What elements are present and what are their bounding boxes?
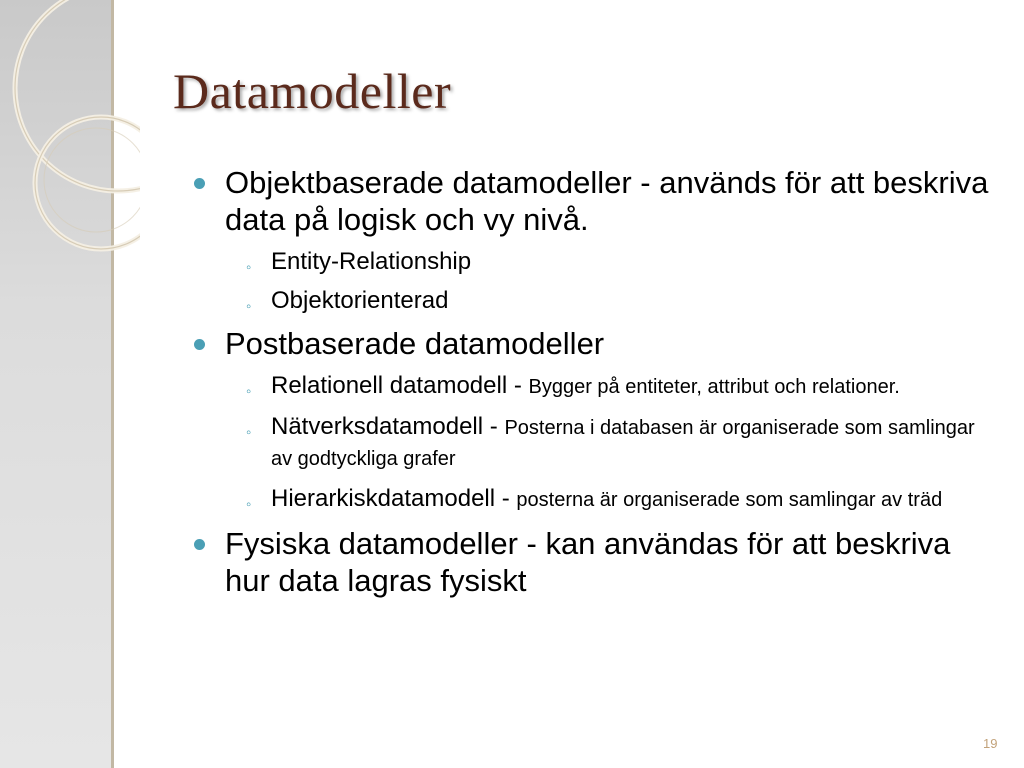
bullet-text: Postbaserade datamodeller [225,326,605,361]
sub-bullet-natverks [194,412,994,474]
bullet-postbaserade [194,325,994,362]
sub-bullet-text: Objektorienterad [271,287,449,314]
hollow-circle-bullet-icon: ◦ [246,259,252,276]
bullet-text: Objektbaserade datamodeller - används för att beskriva data på logisk och vy nivå. [225,165,989,237]
sub-bullet-detail-text: Bygger på entiteter, attribut och relationer. [528,376,900,398]
slide-content [194,164,994,608]
slide-title: Datamodeller [173,63,452,119]
sub-bullet-detail-text: posterna är organiserade som samlingar av träd [516,489,943,511]
sub-bullet-main-text: Relationell datamodell - [271,372,529,399]
sub-bullet-text: Entity-Relationship [271,248,472,275]
sub-bullet-detail-text: Posterna i databasen är organiserade som samlingar av godtyckliga grafer [271,417,975,470]
bullet-fysiska [194,525,994,599]
sub-bullet-hierarkisk [194,484,994,515]
page-number: 19 [983,736,998,751]
decorative-rings-graphic [0,0,140,280]
bullet-text: Fysiska datamodeller - kan användas för att beskriva hur data lagras fysiskt [225,526,951,598]
hollow-circle-bullet-icon: ◦ [246,383,252,400]
hollow-circle-bullet-icon: ◦ [246,298,252,315]
bullet-dot-icon [194,178,205,189]
hollow-circle-bullet-icon: ◦ [246,496,252,513]
bullet-dot-icon [194,539,205,550]
hollow-circle-bullet-icon: ◦ [246,424,252,441]
sub-bullet-main-text: Hierarkiskdatamodell - [271,485,517,512]
bullet-dot-icon [194,339,205,350]
sub-bullet-relationell [194,371,994,402]
sub-bullet-main-text: Nätverksdatamodell - [271,413,505,440]
sub-bullet-entity-relationship [194,247,994,276]
sub-bullet-objektorienterad [194,286,994,315]
bullet-objektbaserade [194,164,994,238]
